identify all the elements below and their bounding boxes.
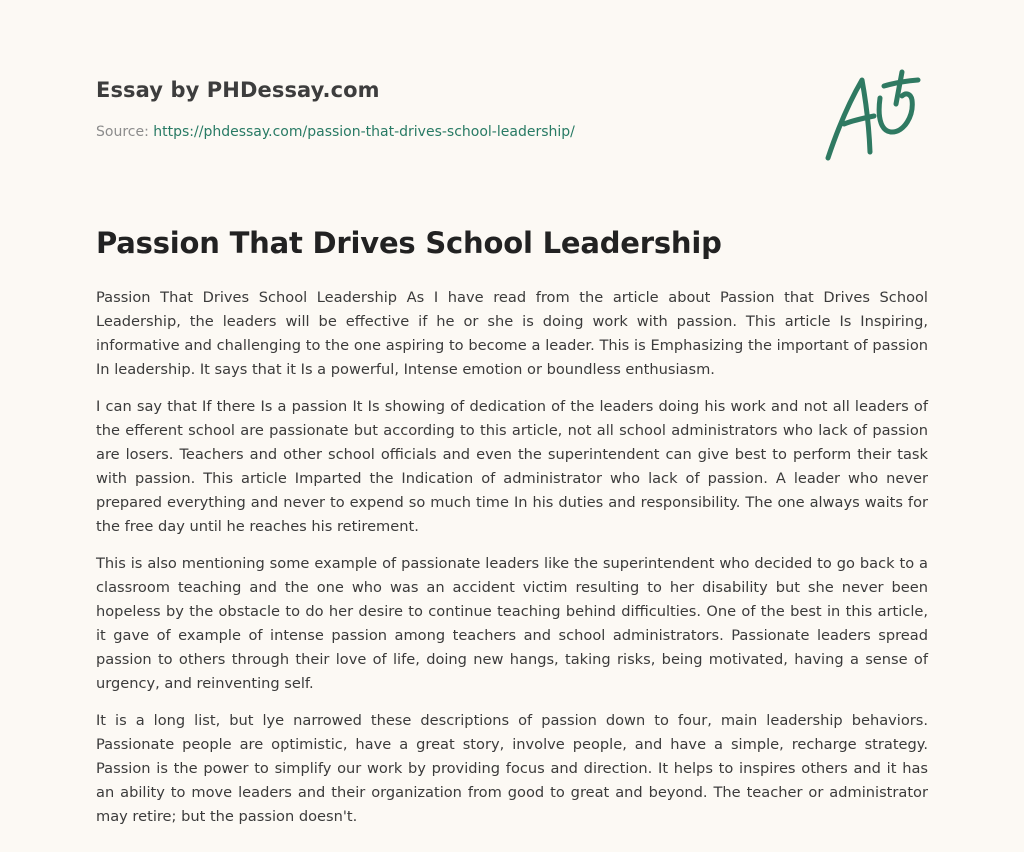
essay-paragraph: I can say that If there Is a passion It Is showing of dedication of the leaders doing his work and not all leaders of the efferent school are passionate but according to this article, not all school administrators who lack of passion are losers. Teachers and other school officials and even the superintendent can give best to perform their task with passion. This article Imparted the Indication of administrator who lack of passion. A leader who never prepared everything and never to expend so much time In his duties and responsibility. The one always waits for the free day until he reaches his retirement. xyxy=(96,398,928,535)
essay-paragraph: It is a long list, but lye narrowed these descriptions of passion down to four, main leadership behaviors. Passionate people are optimistic, have a great story, involve people, and have a simple, recharge strategy. Passion is the power to simplify our work by providing focus and direction. It helps to inspires others and it has an ability to move leaders and their organization from good to great and beyond. The teacher or administrator may retire; but the passion doesn't. xyxy=(96,712,928,825)
source-link[interactable]: https://phdessay.com/passion-that-drives-school-leadership/ xyxy=(153,124,575,140)
essay-body xyxy=(96,286,928,842)
a-plus-grade-icon xyxy=(822,68,926,164)
site-brand: Essay by PHDessay.com xyxy=(96,78,380,102)
essay-paragraph: Passion That Drives School Leadership As I have read from the article about Passion that Drives School Leadership, the leaders will be effective if he or she is doing work with passion. This article Is Inspiring, informative and challenging to the one aspiring to become a leader. This is Emphasizing the important of passion In leadership. It says that it Is a powerful, Intense emotion or boundless enthusiasm. xyxy=(96,289,928,378)
essay-paragraph: This is also mentioning some example of passionate leaders like the superintendent who decided to go back to a classroom teaching and the one who was an accident victim resulting to her disability but she never been hopeless by the obstacle to do her desire to continue teaching behind difficulties. One of the best in this article, it gave of example of intense passion among teachers and school administrators. Passionate leaders spread passion to others through their love of life, doing new hangs, taking risks, being motivated, having a sense of urgency, and reinventing self. xyxy=(96,555,928,692)
source-label: Source: xyxy=(96,124,154,140)
source-line xyxy=(96,124,575,140)
essay-title: Passion That Drives School Leadership xyxy=(96,226,722,260)
